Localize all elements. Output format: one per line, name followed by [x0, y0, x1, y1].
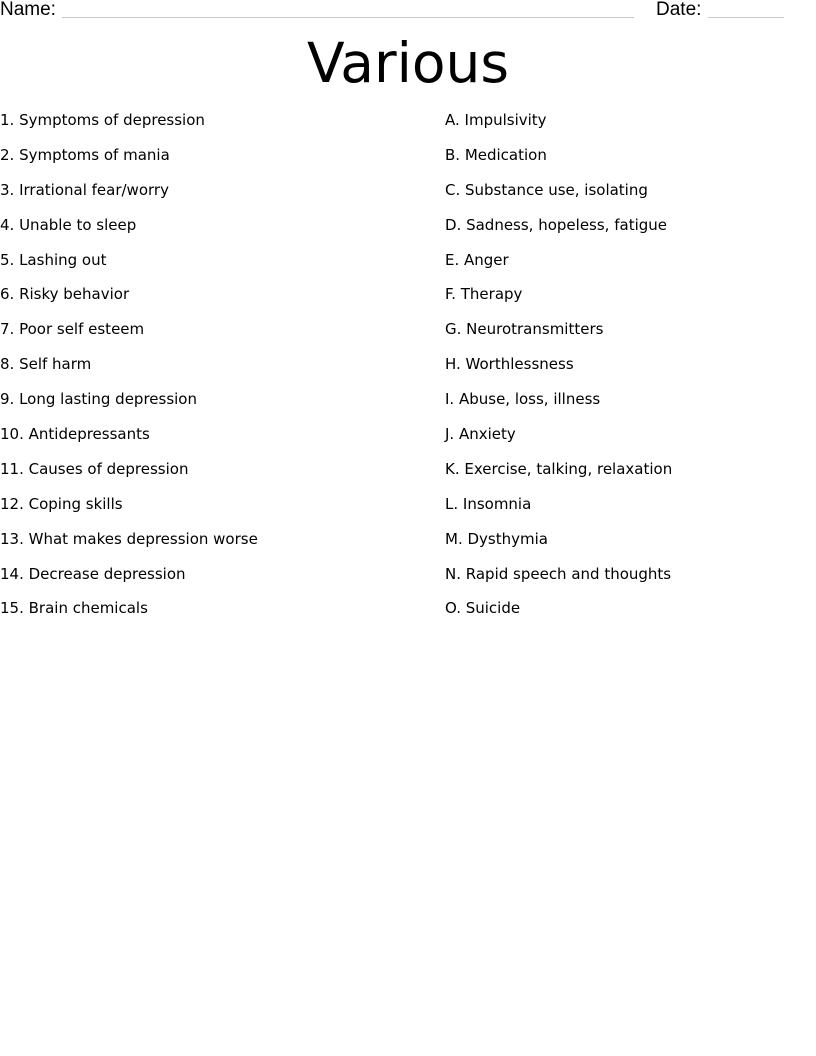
question-item: 11. Causes of depression — [0, 459, 189, 478]
worksheet-header — [0, 0, 816, 24]
question-item: 10. Antidepressants — [0, 425, 150, 444]
question-item: 3. Irrational fear/worry — [0, 180, 169, 199]
answer-item: C. Substance use, isolating — [445, 180, 648, 199]
name-blank-line — [62, 17, 634, 18]
answer-item: A. Impulsivity — [445, 111, 547, 129]
question-item: 13. What makes depression worse — [0, 529, 258, 548]
answer-item: F. Therapy — [445, 285, 523, 304]
answer-item: B. Medication — [445, 145, 547, 164]
question-item: 4. Unable to sleep — [0, 215, 137, 234]
answer-item: L. Insomnia — [445, 494, 532, 513]
question-item: 9. Long lasting depression — [0, 390, 197, 409]
answer-item: O. Suicide — [445, 599, 521, 618]
answers-list — [445, 110, 672, 633]
page-title: Various — [306, 31, 510, 95]
answer-item: D. Sadness, hopeless, fatigue — [445, 215, 667, 234]
date-label: Date: — [656, 0, 702, 20]
question-item: 2. Symptoms of mania — [0, 145, 170, 164]
answer-item: J. Anxiety — [445, 425, 516, 444]
answer-item: G. Neurotransmitters — [445, 320, 604, 339]
answer-item: K. Exercise, talking, relaxation — [445, 459, 673, 478]
date-blank-line — [708, 17, 784, 18]
question-item: 8. Self harm — [0, 355, 92, 374]
name-label: Name: — [0, 0, 56, 20]
answer-item: H. Worthlessness — [445, 355, 574, 374]
question-item: 15. Brain chemicals — [0, 599, 148, 618]
question-item: 1. Symptoms of depression — [0, 111, 205, 129]
answer-item: M. Dysthymia — [445, 529, 548, 548]
answer-item: I. Abuse, loss, illness — [445, 390, 601, 409]
answer-item: E. Anger — [445, 250, 509, 269]
question-item: 7. Poor self esteem — [0, 320, 145, 339]
question-item: 6. Risky behavior — [0, 285, 130, 304]
answer-item: N. Rapid speech and thoughts — [445, 564, 672, 583]
question-item: 12. Coping skills — [0, 494, 123, 513]
question-item: 5. Lashing out — [0, 250, 107, 269]
questions-list — [0, 110, 258, 633]
question-item: 14. Decrease depression — [0, 564, 186, 583]
